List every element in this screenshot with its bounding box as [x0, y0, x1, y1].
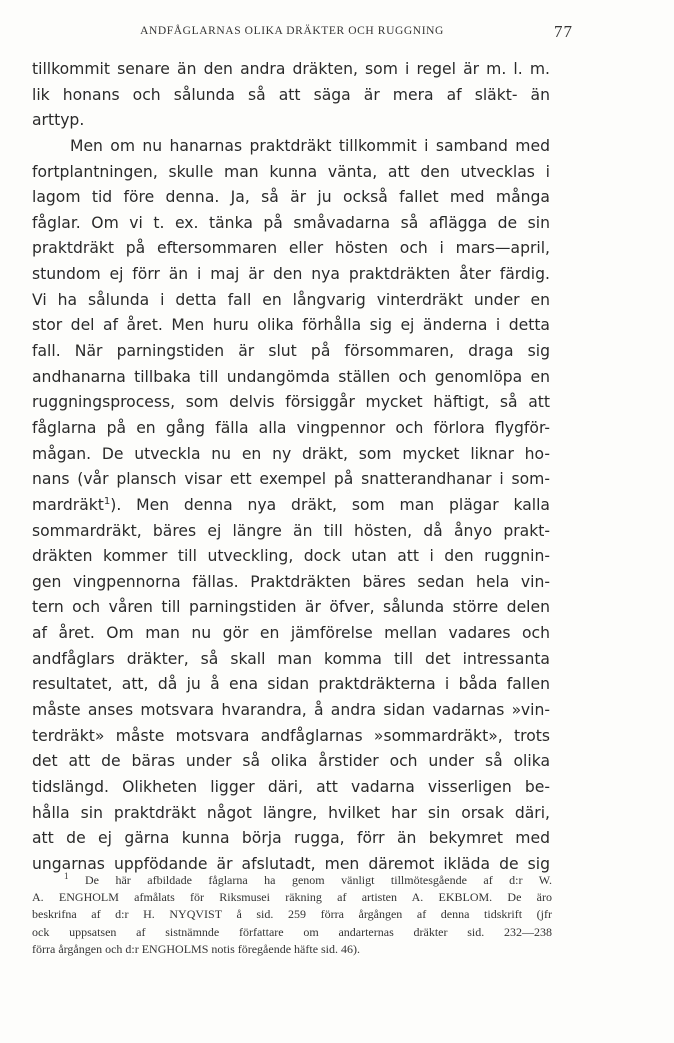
text-line: resultatet, att, då ju å ena sidan praktdräkterna i båda fallen [32, 675, 550, 694]
text-line: lagom tid före denna. Ja, så är ju också fallet med många [32, 188, 550, 207]
text-line: andhanarna tillbaka till undangömda ställen och genomlöpa en [32, 367, 550, 386]
page-number: 77 [554, 22, 573, 41]
footnotes [32, 872, 552, 958]
text-line: Men om nu hanarnas praktdräkt tillkommit i samband med [70, 136, 550, 155]
footnote-line: ock uppsatsen af sistnämnde författare om andarternas dräkter sid. 232—238 [32, 924, 552, 939]
text-line: hålla sin praktdräkt något längre, hvilket har sin orsak däri, [32, 803, 550, 822]
text-line: stundom ej förr än i maj är den nya praktdräkten åter färdig. [32, 265, 550, 284]
text-line: fortplantningen, skulle man kunna vänta, att den utvecklas i [32, 162, 550, 181]
text-fragment: mardräkt [32, 495, 104, 514]
body-text [32, 57, 550, 878]
footnote-line: förra årgången och d:r ENGHOLMS notis föregående häfte sid. 46). [32, 941, 361, 956]
text-line: ruggningsprocess, som delvis försiggår mycket häftigt, så att [32, 393, 550, 412]
text-line: andfåglars dräkter, så skall man komma till det intressanta [32, 649, 550, 668]
footnote-line [32, 872, 552, 889]
text-line: fåglar. Om vi t. ex. tänka på småvadarna så aflägga de sin [32, 213, 550, 232]
footnote-line: beskrifna af d:r H. NYQVIST å sid. 259 förra årgången af denna tidskrift (jfr [32, 907, 552, 922]
text-line: fåglarna på en gång fälla alla vingpennor och förlora flygför- [32, 418, 550, 437]
text-line: arttyp. [32, 111, 85, 130]
text-line: lik honans och sålunda så att säga är mera af släkt- än [32, 85, 550, 104]
text-line: tillkommit senare än den andra dräkten, som i regel är m. l. m. [32, 60, 550, 78]
text-line: fall. När parningstiden är slut på försommaren, draga sig [32, 342, 550, 361]
text-line: sommardräkt, bäres ej längre än till hösten, då ånyo prakt- [32, 521, 550, 540]
running-header: ANDFÅGLARNAS OLIKA DRÄKTER OCH RUGGNING [140, 25, 444, 37]
text-line: måste anses motsvara hvarandra, å andra sidan vadarnas »vin- [32, 701, 550, 720]
text-line: nans (vår plansch visar ett exempel på snatterandhanar i som- [32, 470, 550, 489]
text-line: tern och våren till parningstiden är öfver, sålunda större delen [32, 598, 550, 617]
text-line: praktdräkt på eftersommaren eller hösten och i mars—april, [32, 239, 550, 258]
text-line: terdräkt» måste motsvara andfåglarnas »sommardräkt», trots [32, 726, 550, 745]
text-line-with-footnote-ref [32, 493, 550, 519]
text-line: ungarnas uppfödande är afslutadt, men däremot ikläda de sig [32, 854, 550, 873]
footnote-text: De här afbildade fåglarna ha genom vänligt tillmötesgående af d:r W. [84, 873, 552, 887]
text-line: det att de bäras under så olika årstider och under så olika [32, 752, 550, 771]
text-line: stor del af året. Men huru olika förhålla sig ej änderna i detta [32, 316, 550, 335]
text-line: Vi ha sålunda i detta fall en långvarig vinterdräkt under en [32, 290, 550, 309]
text-line: gen vingpennorna fällas. Praktdräkten bäres sedan hela vin- [32, 572, 550, 591]
footnote-number: 1 [64, 872, 69, 881]
footnote-reference[interactable]: 1 [103, 495, 111, 507]
text-line: af året. Om man nu gör en jämförelse mellan vadares och [32, 624, 550, 643]
text-fragment: ). Men denna nya dräkt, som man plägar kalla [110, 495, 550, 514]
text-line: mågan. De utveckla nu en ny dräkt, som mycket liknar ho- [32, 444, 550, 463]
text-line: att de ej gärna kunna börja rugga, förr än bekymret med [32, 829, 550, 848]
footnote-line: A. ENGHOLM afmålats för Riksmusei räkning af artisten A. EKBLOM. De äro [32, 890, 552, 905]
text-line: dräkten kommer till utveckling, dock utan att i den ruggnin- [32, 547, 550, 566]
text-line: tidslängd. Olikheten ligger däri, att vadarna visserligen be- [32, 777, 550, 796]
